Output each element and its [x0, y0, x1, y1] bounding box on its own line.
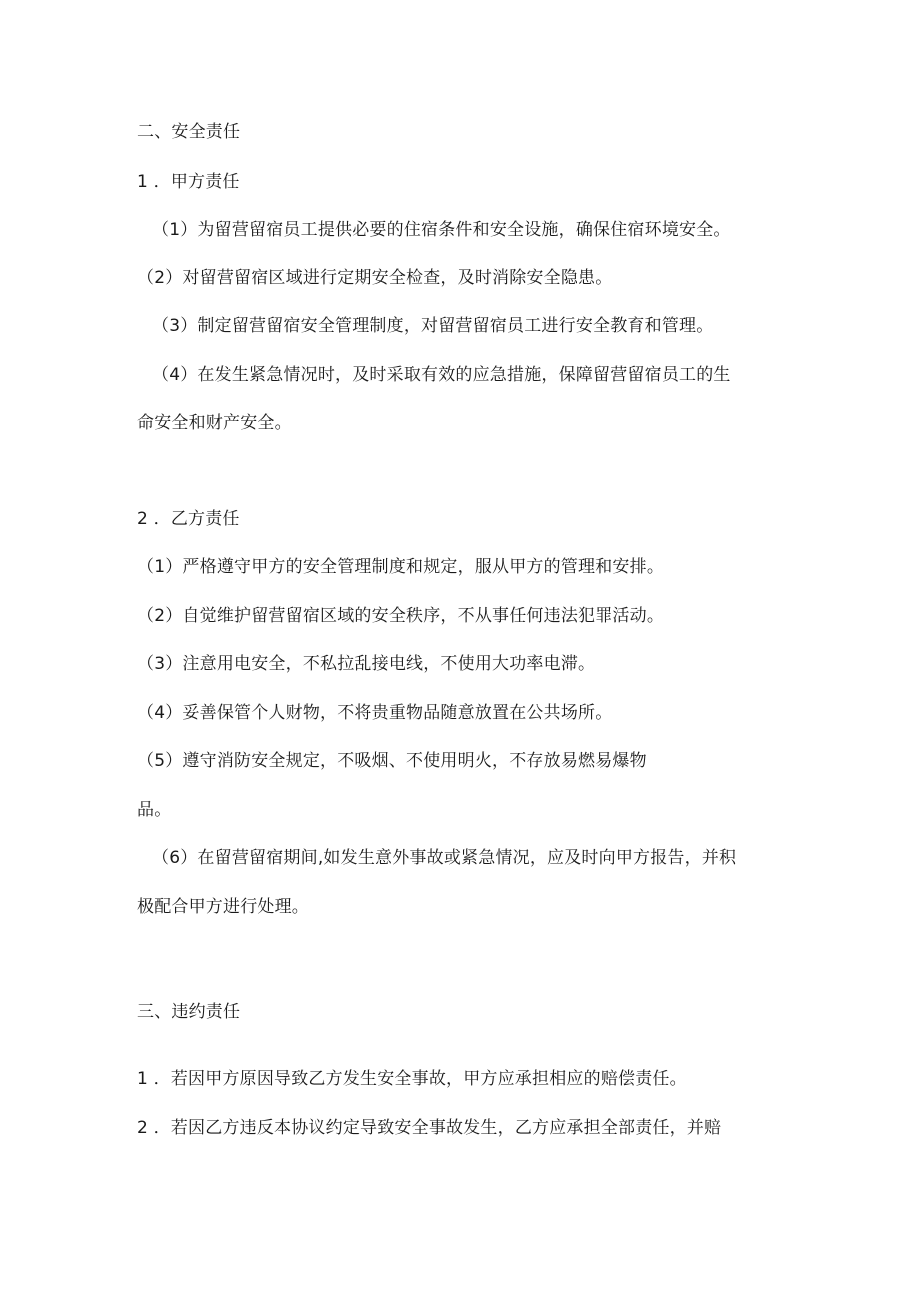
party-b-item-5-cont: 品。	[137, 800, 172, 820]
party-b-item-5: （5）遵守消防安全规定，不吸烟、不使用明火，不存放易燃易爆物	[137, 751, 647, 771]
section3-heading: 三、违约责任	[137, 1002, 241, 1022]
party-b-item-2: （2）自觉维护留营留宿区域的安全秩序，不从事任何违法犯罪活动。	[137, 606, 665, 626]
section3-item-1: 1 ．若因甲方原因导致乙方发生安全事故，甲方应承担相应的赔偿责任。	[137, 1069, 687, 1089]
party-a-item-1: （1）为留营留宿员工提供必要的住宿条件和安全设施，确保住宿环境安全。	[152, 220, 731, 240]
party-a-item-2: （2）对留营留宿区域进行定期安全检查，及时消除安全隐患。	[137, 268, 613, 288]
party-b-item-3: （3）注意用电安全，不私拉乱接电线，不使用大功率电滞。	[137, 654, 596, 674]
party-a-item-4: （4）在发生紧急情况时，及时采取有效的应急措施，保障留营留宿员工的生	[152, 365, 731, 385]
party-b-item-6-cont: 极配合甲方进行处理。	[137, 897, 309, 917]
party-a-item-3: （3）制定留营留宿安全管理制度，对留营留宿员工进行安全教育和管理。	[152, 316, 714, 336]
section3-item-2: 2 ．若因乙方违反本协议约定导致安全事故发生，乙方应承担全部责任，并赔	[137, 1118, 722, 1138]
party-a-item-4-cont: 命安全和财产安全。	[137, 413, 292, 433]
party-b-heading: 2 ．乙方责任	[137, 509, 240, 529]
section2-heading: 二、安全责任	[137, 122, 241, 142]
party-a-heading: 1 ．甲方责任	[137, 172, 240, 192]
party-b-item-6: （6）在留营留宿期间,如发生意外事故或紧急情况，应及时向甲方报告，并积	[152, 848, 737, 868]
party-b-item-4: （4）妥善保管个人财物，不将贵重物品随意放置在公共场所。	[137, 703, 613, 723]
party-b-item-1: （1）严格遵守甲方的安全管理制度和规定，服从甲方的管理和安排。	[137, 557, 665, 577]
